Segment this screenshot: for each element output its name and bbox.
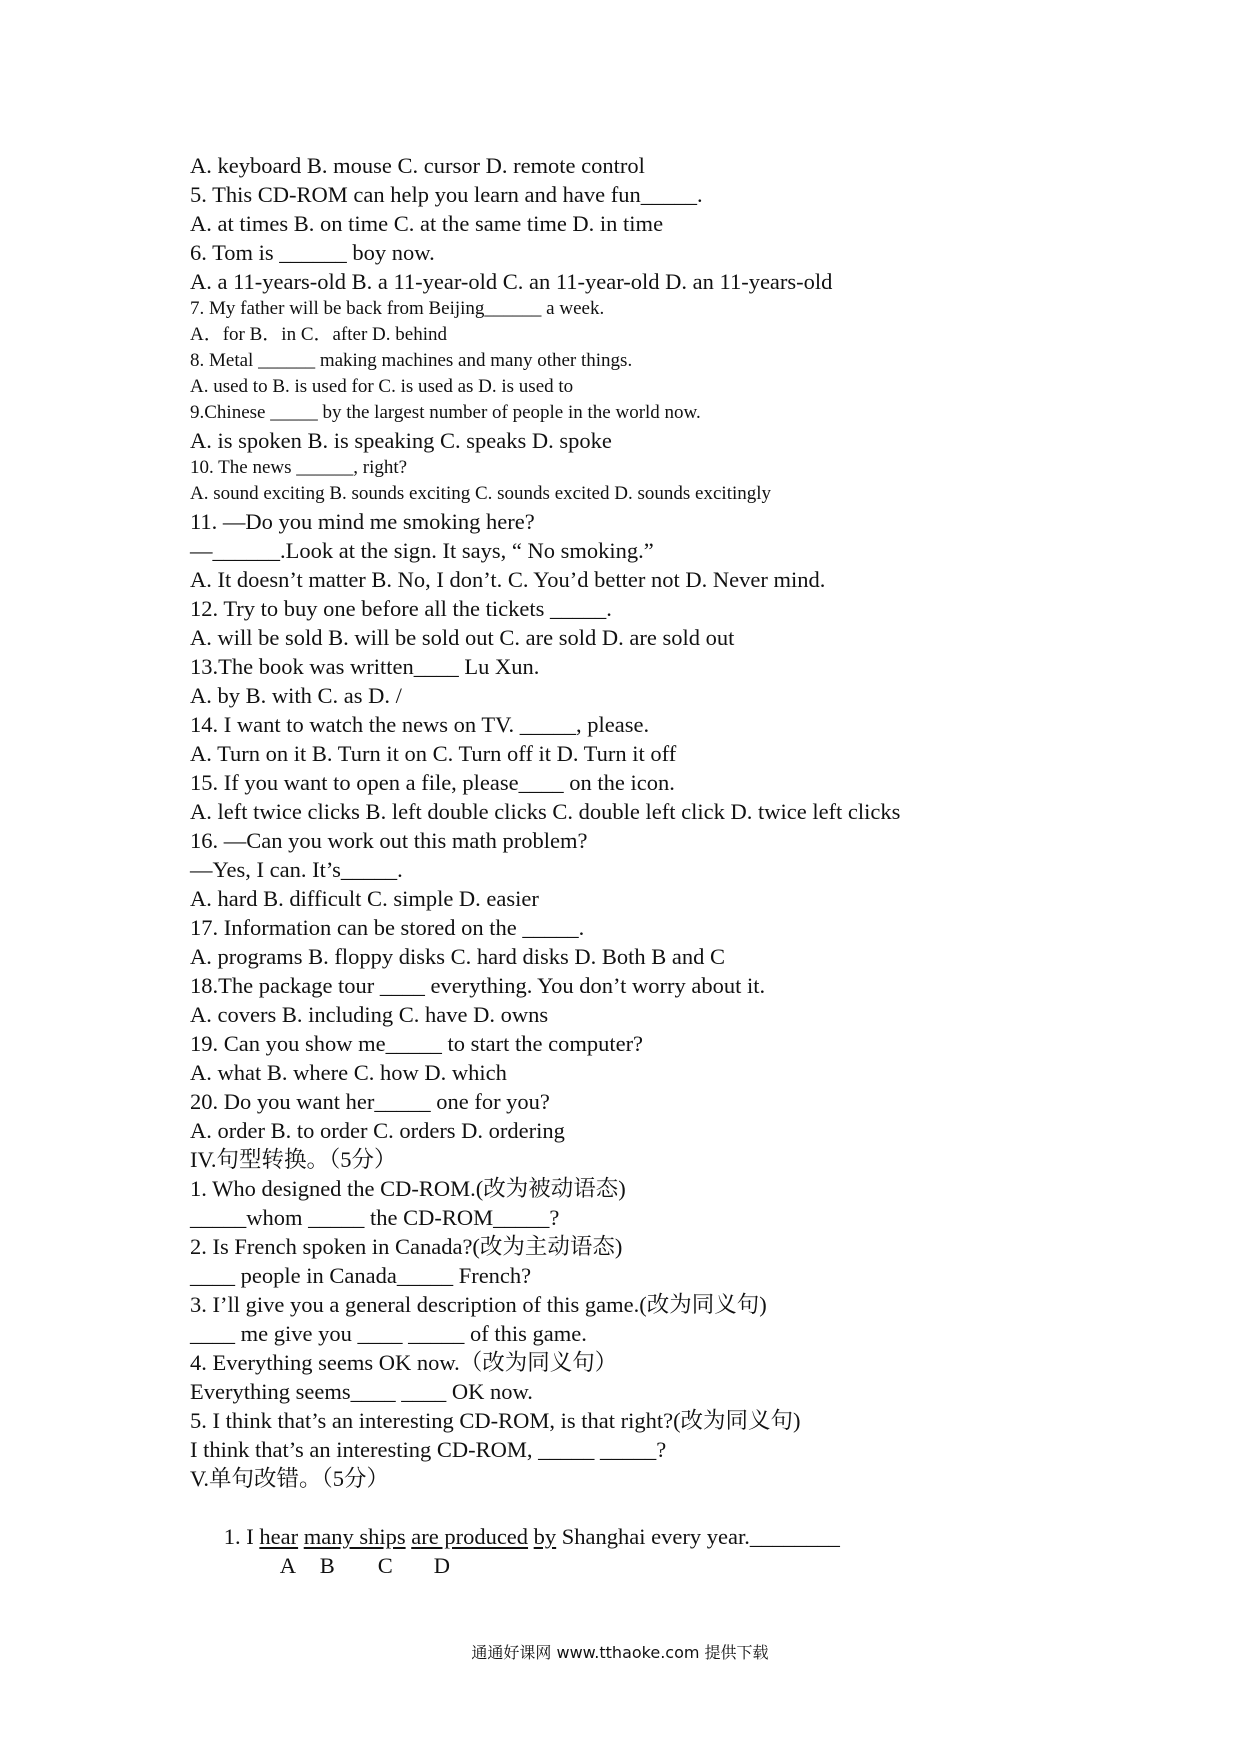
exam-lines [190, 151, 1190, 1493]
error-item-suffix: Shanghai every year.________ [556, 1524, 840, 1549]
exam-line: 6. Tom is ______ boy now. [190, 240, 435, 265]
exam-line: I think that’s an interesting CD-ROM, _____ _____? [190, 1437, 667, 1462]
exam-line: A. It doesn’t matter B. No, I don’t. C. You’d better not D. Never mind. [190, 567, 826, 592]
exam-line: ____ me give you ____ _____ of this game. [190, 1321, 587, 1346]
error-part-d: by [533, 1524, 557, 1549]
exam-line: A. left twice clicks B. left double clicks C. double left click D. twice left clicks [190, 799, 901, 824]
exam-line: A. by B. with C. as D. / [190, 683, 402, 708]
exam-line: A. Turn on it B. Turn it on C. Turn off it D. Turn it off [190, 741, 677, 766]
exam-line: Everything seems____ ____ OK now. [190, 1379, 533, 1404]
letter-b: B [319, 1553, 335, 1578]
exam-line: A．for B．in C．after D. behind [190, 324, 447, 345]
exam-line: 16. —Can you work out this math problem? [190, 828, 588, 853]
exam-line: 20. Do you want her_____ one for you? [190, 1089, 550, 1114]
exam-line: 11. —Do you mind me smoking here? [190, 509, 535, 534]
exam-line: A. keyboard B. mouse C. cursor D. remote control [190, 153, 645, 178]
exam-line: A. order B. to order C. orders D. ordering [190, 1118, 565, 1143]
exam-line: 8. Metal ______ making machines and many other things. [190, 350, 633, 371]
exam-line: ____ people in Canada_____ French? [190, 1263, 532, 1288]
exam-content [190, 151, 1190, 1609]
exam-line: 5. This CD-ROM can help you learn and have fun_____. [190, 182, 703, 207]
exam-line: —______.Look at the sign. It says, “ No smoking.” [190, 538, 654, 563]
exam-line: A. will be sold B. will be sold out C. are sold D. are sold out [190, 625, 735, 650]
exam-line: A. sound exciting B. sounds exciting C. sounds excited D. sounds excitingly [190, 483, 772, 504]
exam-line: A. programs B. floppy disks C. hard disks D. Both B and C [190, 944, 726, 969]
exam-line: A. at times B. on time C. at the same time D. in time [190, 211, 664, 236]
exam-line: 14. I want to watch the news on TV. _____, please. [190, 712, 650, 737]
exam-line: 17. Information can be stored on the _____. [190, 915, 585, 940]
letter-a: A [279, 1553, 296, 1578]
exam-line: A. a 11-years-old B. a 11-year-old C. an 11-year-old D. an 11-years-old [190, 269, 833, 294]
exam-line: 1. Who designed the CD-ROM.(改为被动语态) [190, 1176, 626, 1201]
exam-line: —Yes, I can. It’s_____. [190, 857, 403, 882]
exam-line: A. used to B. is used for C. is used as D. is used to [190, 376, 574, 397]
exam-line: 4. Everything seems OK now.（改为同义句） [190, 1350, 618, 1375]
exam-line: 7. My father will be back from Beijing______ a week. [190, 298, 605, 319]
footer-text: 通通好课网 www.tthaoke.com 提供下载 [471, 1643, 769, 1662]
exam-line: 19. Can you show me_____ to start the computer? [190, 1031, 644, 1056]
exam-line: 12. Try to buy one before all the tickets _____. [190, 596, 612, 621]
error-part-a: hear [259, 1524, 299, 1549]
exam-line: 13.The book was written____ Lu Xun. [190, 654, 540, 679]
exam-line: V.单句改错。（5分） [190, 1466, 389, 1491]
exam-line: A. is spoken B. is speaking C. speaks D. spoke [190, 428, 612, 453]
exam-line: A. what B. where C. how D. which [190, 1060, 507, 1085]
exam-line: 9.Chinese _____ by the largest number of people in the world now. [190, 402, 701, 423]
exam-line: _____whom _____ the CD-ROM_____? [190, 1205, 560, 1230]
error-item-prefix: 1. I [223, 1524, 260, 1549]
exam-line: 15. If you want to open a file, please____ on the icon. [190, 770, 675, 795]
letter-c: C [377, 1553, 393, 1578]
letter-d: D [433, 1553, 450, 1578]
exam-line: A. hard B. difficult C. simple D. easier [190, 886, 539, 911]
error-correction-item [190, 1493, 1190, 1549]
exam-line: 5. I think that’s an interesting CD-ROM, is that right?(改为同义句) [190, 1408, 801, 1433]
error-part-c: are produced [411, 1524, 529, 1549]
exam-line: 3. I’ll give you a general description of this game.(改为同义句) [190, 1292, 767, 1317]
exam-line: 18.The package tour ____ everything. You don’t worry about it. [190, 973, 766, 998]
exam-line: IV.句型转换。（5分） [190, 1147, 397, 1172]
exam-line: A. covers B. including C. have D. owns [190, 1002, 549, 1027]
exam-line: 2. Is French spoken in Canada?(改为主动语态) [190, 1234, 623, 1259]
exam-line: 10. The news ______, right? [190, 457, 408, 478]
error-part-b: many ships [303, 1524, 406, 1549]
